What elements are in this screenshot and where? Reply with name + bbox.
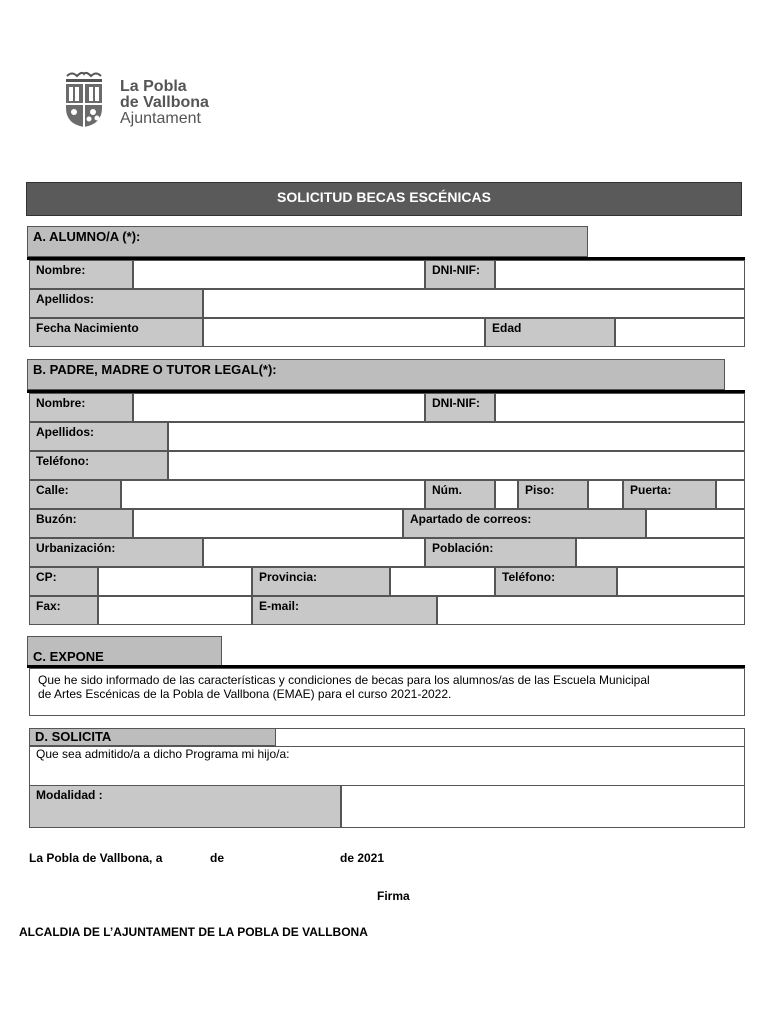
tutor-telefono-label: Teléfono: <box>29 451 168 480</box>
puerta-field[interactable] <box>716 480 745 509</box>
num-label: Núm. <box>425 480 495 509</box>
cp-label: CP: <box>29 567 98 596</box>
alumno-apellidos-field[interactable] <box>203 289 745 318</box>
apartado-field[interactable] <box>646 509 745 538</box>
tutor-dni-label: DNI-NIF: <box>425 393 495 422</box>
alumno-nombre-field[interactable] <box>133 260 425 289</box>
expone-line-2: de Artes Escénicas de la Pobla de Vallbona (EMAE) para el curso 2021-2022. <box>38 687 452 701</box>
poblacion-label: Población: <box>425 538 576 567</box>
modalidad-field[interactable] <box>341 785 745 828</box>
tutor-apellidos-field[interactable] <box>168 422 745 451</box>
section-b-heading: B. PADRE, MADRE O TUTOR LEGAL(*): <box>27 359 725 390</box>
calle-label: Calle: <box>29 480 121 509</box>
title-bar <box>26 182 742 216</box>
section-c-title: C. EXPONE <box>33 649 104 664</box>
tutor-nombre-field[interactable] <box>133 393 425 422</box>
alumno-edad-label: Edad <box>485 318 615 347</box>
tutor-nombre-label: Nombre: <box>29 393 133 422</box>
alumno-fecha-field[interactable] <box>203 318 485 347</box>
alumno-fecha-label: Fecha Nacimiento <box>29 318 203 347</box>
section-c-heading <box>27 636 222 666</box>
alumno-edad-field[interactable] <box>615 318 745 347</box>
section-a-heading: A. ALUMNO/A (*): <box>27 226 588 257</box>
logo <box>64 70 224 130</box>
num-field[interactable] <box>495 480 518 509</box>
email-field[interactable] <box>437 596 745 625</box>
buzon-field[interactable] <box>133 509 403 538</box>
poblacion-field[interactable] <box>576 538 745 567</box>
provincia-label: Provincia: <box>252 567 390 596</box>
footer-place: La Pobla de Vallbona, a <box>29 851 163 865</box>
tutor-dni-field[interactable] <box>495 393 745 422</box>
logo-line-1: La Pobla <box>120 78 187 95</box>
alumno-apellidos-label: Apellidos: <box>29 289 203 318</box>
fax-field[interactable] <box>98 596 252 625</box>
email-label: E-mail: <box>252 596 437 625</box>
expone-box <box>29 668 745 716</box>
apartado-label: Apartado de correos: <box>403 509 646 538</box>
alumno-dni-field[interactable] <box>495 260 745 289</box>
footer-year: de 2021 <box>340 851 385 865</box>
tutor-telefono-field[interactable] <box>168 451 745 480</box>
telefono2-field[interactable] <box>617 567 745 596</box>
urbanizacion-label: Urbanización: <box>29 538 203 567</box>
section-d-heading: D. SOLICITA <box>29 728 276 746</box>
modalidad-label: Modalidad : <box>29 785 341 828</box>
solicita-text: Que sea admitido/a a dicho Programa mi hijo/a: <box>36 747 290 761</box>
coat-of-arms-icon <box>64 70 104 128</box>
logo-line-3: Ajuntament <box>120 110 201 127</box>
piso-field[interactable] <box>588 480 623 509</box>
buzon-label: Buzón: <box>29 509 133 538</box>
fax-label: Fax: <box>29 596 98 625</box>
piso-label: Piso: <box>518 480 588 509</box>
alumno-nombre-label: Nombre: <box>29 260 133 289</box>
urbanizacion-field[interactable] <box>203 538 425 567</box>
logo-line-2: de Vallbona <box>120 94 209 111</box>
footer-firma: Firma <box>377 889 410 903</box>
puerta-label: Puerta: <box>623 480 716 509</box>
telefono2-label: Teléfono: <box>495 567 617 596</box>
calle-field[interactable] <box>121 480 425 509</box>
provincia-field[interactable] <box>390 567 495 596</box>
footer-alcaldia: ALCALDIA DE L’AJUNTAMENT DE LA POBLA DE VALLBONA <box>19 925 368 939</box>
page-title: SOLICITUD BECAS ESCÉNICAS <box>277 189 491 205</box>
footer-de: de <box>210 851 225 865</box>
cp-field[interactable] <box>98 567 252 596</box>
tutor-apellidos-label: Apellidos: <box>29 422 168 451</box>
expone-line-1: Que he sido informado de las características y condiciones de becas para los alumnos/as de las Escuela Municipal <box>38 673 650 687</box>
alumno-dni-label: DNI-NIF: <box>425 260 495 289</box>
